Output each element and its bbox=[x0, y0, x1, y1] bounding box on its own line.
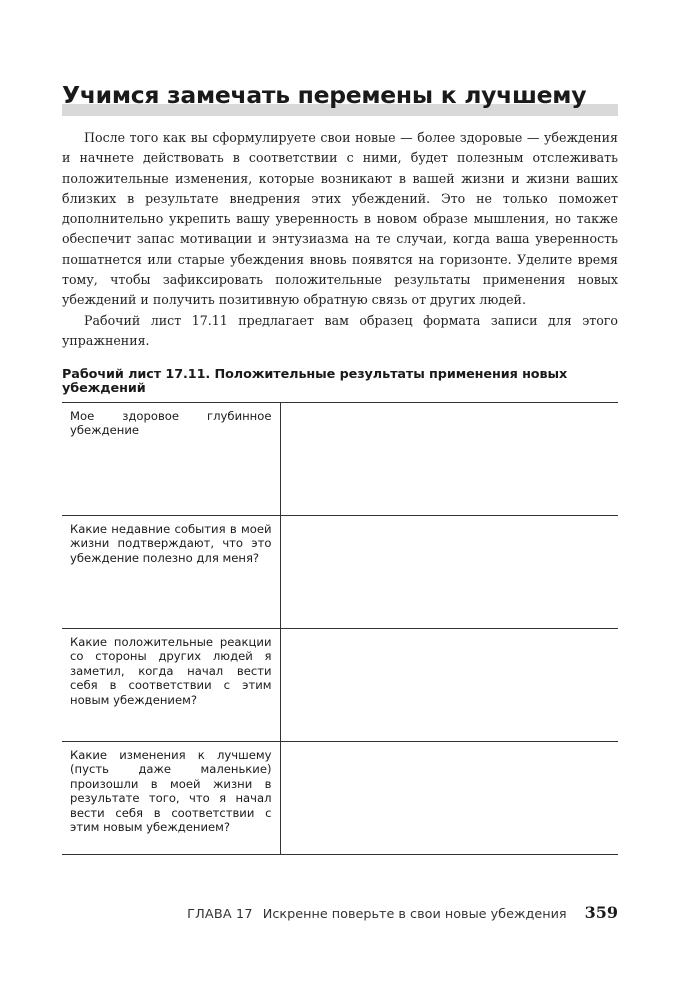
page-number: 359 bbox=[584, 903, 618, 922]
worksheet-table bbox=[62, 402, 618, 855]
row-question: Мое здоровое глубинное убеждение bbox=[62, 403, 280, 516]
row-question: Какие недавние события в моей жизни подтверждают, что это убеждение полезно для меня? bbox=[62, 516, 280, 629]
worksheet-caption: Рабочий лист 17.11. Положительные результаты применения новых убеждений bbox=[62, 367, 568, 396]
chapter-label: ГЛАВА 17 bbox=[187, 907, 253, 922]
row-question: Какие изменения к лучшему (пусть даже маленькие) произошли в моей жизни в результате того, что я начал вести себя в соответствии с этим новым убеждением? bbox=[62, 742, 280, 855]
chapter-title: Искренне поверьте в свои новые убеждения bbox=[262, 907, 567, 922]
row-question: Какие положительные реакции со стороны других людей я заметил, когда начал вести себя в соответствии с этим новым убеждением? bbox=[62, 629, 280, 742]
answer-cell bbox=[280, 742, 618, 855]
answer-cell bbox=[280, 629, 618, 742]
body-paragraph-2: Рабочий лист 17.11 предлагает вам образец формата записи для этого упражнения. bbox=[62, 312, 618, 348]
section-heading bbox=[62, 76, 618, 114]
table-row bbox=[62, 742, 618, 855]
section-title: Учимся замечать перемены к лучшему bbox=[62, 81, 587, 109]
table-row bbox=[62, 629, 618, 742]
page-footer bbox=[62, 903, 618, 923]
answer-cell bbox=[280, 516, 618, 629]
table-row bbox=[62, 516, 618, 629]
body-paragraph-1: После того как вы сформулируете свои новые — более здоровые — убеждения и начнете действовать в соответствии с ними, будет полезным отслеживать положительные изменения, которые возникают в вашей жизни и жизни ваших близких в результате внедрения этих убеждений. Это не только поможет дополнительно укрепить вашу уверенность в новом образе мышления, но также обеспечит запас мотивации и энтузиазма на те случаи, когда ваша уверенность пошатнется или старые убеждения вновь появятся на горизонте. Уделите время тому, чтобы зафиксировать положительные результаты применения новых убеждений и получить позитивную обратную связь от других людей. bbox=[62, 130, 618, 308]
table-row bbox=[62, 403, 618, 516]
answer-cell bbox=[280, 403, 618, 516]
body-text bbox=[62, 128, 618, 351]
